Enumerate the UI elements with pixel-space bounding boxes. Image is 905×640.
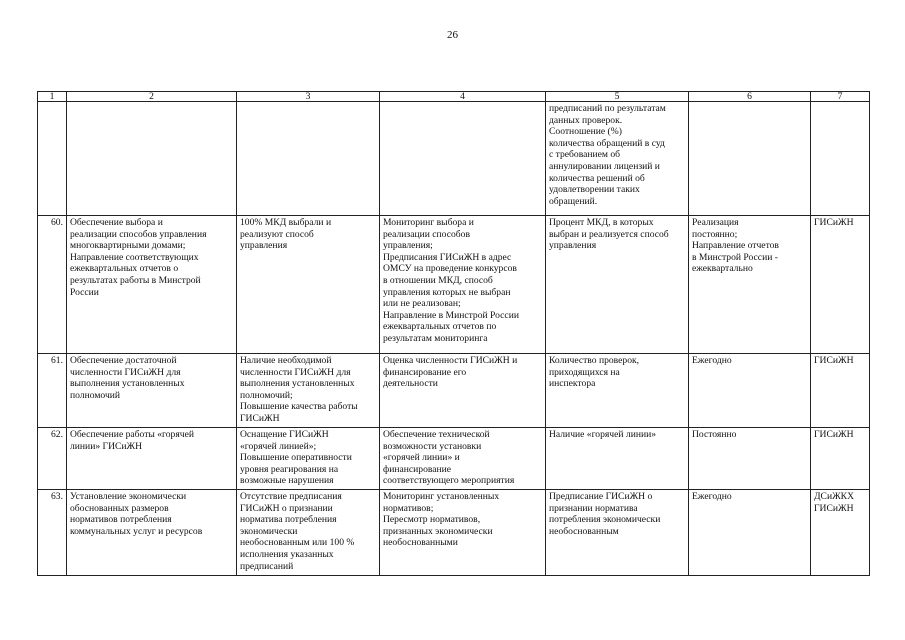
text-line: «горячей линии» и <box>383 452 460 464</box>
text-line: Процент МКД, в которых <box>549 217 654 228</box>
measures-cell <box>380 354 546 428</box>
text-line: Количество проверок, <box>549 355 640 366</box>
continuation-cell-2 <box>67 102 237 216</box>
indicator-cell <box>546 428 689 490</box>
result-cell <box>237 428 380 490</box>
text-line: деятельности <box>383 378 438 390</box>
continuation-cell-3 <box>237 102 380 216</box>
text-line: Обеспечение работы «горячей <box>70 429 194 440</box>
responsible-cell <box>811 490 870 576</box>
measures-cell <box>380 216 546 354</box>
text-line: ежеквартальных отчетов по <box>383 321 497 333</box>
activities-table <box>37 91 870 576</box>
text-line: Наличие «горячей линии» <box>549 429 657 440</box>
text-line: реализации способов <box>383 228 470 240</box>
activity-cell <box>67 216 237 354</box>
continuation-cell-6 <box>689 102 811 216</box>
activity-cell <box>67 428 237 490</box>
text-line: удовлетворении таких <box>549 184 640 196</box>
result-cell <box>237 490 380 576</box>
text-line: выполнения установленных <box>240 378 355 390</box>
text-line: результатам мониторинга <box>383 332 488 344</box>
text-line: возможности установки <box>383 440 482 452</box>
text-line: ГИСиЖН <box>814 355 854 366</box>
text-line: ГИСиЖН <box>240 412 280 424</box>
text-line: обоснованных размеров <box>70 502 169 514</box>
text-line: Мониторинг выбора и <box>383 217 474 228</box>
text-line: возможные нарушения <box>240 475 334 487</box>
measures-cell <box>380 490 546 576</box>
text-line: численности ГИСиЖН для <box>70 366 181 378</box>
text-line: необоснованными <box>383 537 458 549</box>
text-line: финансирование <box>383 463 452 475</box>
text-line: Оснащение ГИСиЖН <box>240 429 329 440</box>
text-line: Предписание ГИСиЖН о <box>549 491 653 502</box>
text-line: управления; <box>383 240 433 252</box>
result-cell <box>237 216 380 354</box>
text-line: норматива потребления <box>240 514 337 526</box>
header-row <box>38 92 870 102</box>
text-line: нормативов; <box>383 502 434 514</box>
text-line: управления <box>240 240 288 252</box>
header-cell-5: 5 <box>546 92 689 102</box>
text-line: Повышение качества работы <box>240 401 358 413</box>
text-line: Мониторинг установленных <box>383 491 500 502</box>
text-line: Направление в Минстрой России <box>383 309 519 321</box>
table-row-62 <box>38 428 870 490</box>
text-line: экономически <box>240 525 298 537</box>
row-number: 62. <box>38 428 67 490</box>
text-line: необоснованным <box>549 525 619 537</box>
text-line: Направление соответствующих <box>70 251 199 263</box>
text-line: количества обращений в суд <box>549 137 665 149</box>
text-line: линии» ГИСиЖН <box>70 440 143 452</box>
text-line: Реализация <box>692 217 739 228</box>
text-line: необоснованным или 100 % <box>240 537 355 549</box>
header-cell-1: 1 <box>38 92 67 102</box>
text-line: 100% МКД выбрали и <box>240 217 332 228</box>
activity-cell <box>67 354 237 428</box>
text-line: обращений. <box>549 195 598 207</box>
text-line: коммунальных услуг и ресурсов <box>70 525 203 537</box>
text-line: ежеквартально <box>692 263 753 275</box>
text-line: Постоянно <box>692 429 737 440</box>
text-line: Оценка численности ГИСиЖН и <box>383 355 518 366</box>
text-line: в отношении МКД, способ <box>383 274 493 286</box>
text-line: Пересмотр нормативов, <box>383 514 481 526</box>
continuation-cell-4 <box>380 102 546 216</box>
text-line: исполнения указанных <box>240 548 334 560</box>
text-line: Наличие необходимой <box>240 355 332 366</box>
continuation-cell-7 <box>811 102 870 216</box>
period-cell <box>689 428 811 490</box>
indicator-cell <box>546 354 689 428</box>
text-line: ГИСиЖН <box>814 502 854 514</box>
text-line: ГИСиЖН о признании <box>240 502 333 514</box>
continuation-cell-1 <box>38 102 67 216</box>
row-number: 61. <box>38 354 67 428</box>
indicator-cell <box>546 490 689 576</box>
text-line: предписаний по результатам <box>549 103 666 114</box>
text-line: управления <box>549 240 597 252</box>
text-line: многоквартирными домами; <box>70 240 186 252</box>
text-line: ГИСиЖН <box>814 429 854 440</box>
text-line: Ежегодно <box>692 355 732 366</box>
text-line: Обеспечение достаточной <box>70 355 177 366</box>
text-line: полномочий; <box>240 389 293 401</box>
text-line: Предписания ГИСиЖН в адрес <box>383 251 512 263</box>
text-line: Направление отчетов <box>692 240 779 252</box>
text-line: в Минстрой России - <box>692 251 778 263</box>
responsible-cell <box>811 428 870 490</box>
text-line: нормативов потребления <box>70 514 172 526</box>
text-line: количества решений об <box>549 172 645 184</box>
text-line: Ежегодно <box>692 491 732 502</box>
page-number: 26 <box>447 29 458 41</box>
text-line: ОМСУ на проведение конкурсов <box>383 263 517 275</box>
text-line: Установление экономически <box>70 491 187 502</box>
text-line: полномочий <box>70 389 121 401</box>
period-cell <box>689 216 811 354</box>
header-cell-3: 3 <box>237 92 380 102</box>
indicator-cell <box>546 216 689 354</box>
text-line: Обеспечение выбора и <box>70 217 163 228</box>
result-cell <box>237 354 380 428</box>
table-row-60 <box>38 216 870 354</box>
text-line: приходящихся на <box>549 366 620 378</box>
text-line: Обеспечение технической <box>383 429 490 440</box>
text-line: выбран и реализуется способ <box>549 228 669 240</box>
continuation-cell-5 <box>546 102 689 216</box>
text-line: ежеквартальных отчетов о <box>70 263 179 275</box>
header-cell-4: 4 <box>380 92 546 102</box>
text-line: уровня реагирования на <box>240 463 339 475</box>
text-line: Отсутствие предписания <box>240 491 342 502</box>
text-line: потребления экономически <box>549 514 661 526</box>
text-line: инспектора <box>549 378 596 390</box>
period-cell <box>689 354 811 428</box>
header-cell-7: 7 <box>811 92 870 102</box>
text-line: Повышение оперативности <box>240 452 352 464</box>
text-line: финансирование его <box>383 366 467 378</box>
text-line: предписаний <box>240 560 294 572</box>
text-line: или не реализован; <box>383 298 461 310</box>
text-line: результатах работы в Минстрой <box>70 274 201 286</box>
text-line: с требованием об <box>549 149 621 161</box>
responsible-cell <box>811 354 870 428</box>
text-line: управления которых не выбран <box>383 286 511 298</box>
text-line: признании норматива <box>549 502 638 514</box>
activity-cell <box>67 490 237 576</box>
text-line: реализации способов управления <box>70 228 207 240</box>
row-number: 60. <box>38 216 67 354</box>
text-line: «горячей линией»; <box>240 440 317 452</box>
text-line: ДСиЖКХ <box>814 491 855 502</box>
text-line: признанных экономически <box>383 525 493 537</box>
text-line: Соотношение (%) <box>549 126 622 138</box>
measures-cell <box>380 428 546 490</box>
text-line: постоянно; <box>692 228 738 240</box>
text-line: выполнения установленных <box>70 378 185 390</box>
responsible-cell <box>811 216 870 354</box>
text-line: России <box>70 286 99 298</box>
continuation-row <box>38 102 870 216</box>
text-line: реализуют способ <box>240 228 314 240</box>
text-line: аннулировании лицензий и <box>549 160 660 172</box>
table-row-63 <box>38 490 870 576</box>
header-cell-2: 2 <box>67 92 237 102</box>
period-cell <box>689 490 811 576</box>
text-line: данных проверок. <box>549 114 623 126</box>
table-row-61 <box>38 354 870 428</box>
text-line: соответствующего мероприятия <box>383 475 515 487</box>
text-line: численности ГИСиЖН для <box>240 366 351 378</box>
text-line: ГИСиЖН <box>814 217 854 228</box>
header-cell-6: 6 <box>689 92 811 102</box>
row-number: 63. <box>38 490 67 576</box>
